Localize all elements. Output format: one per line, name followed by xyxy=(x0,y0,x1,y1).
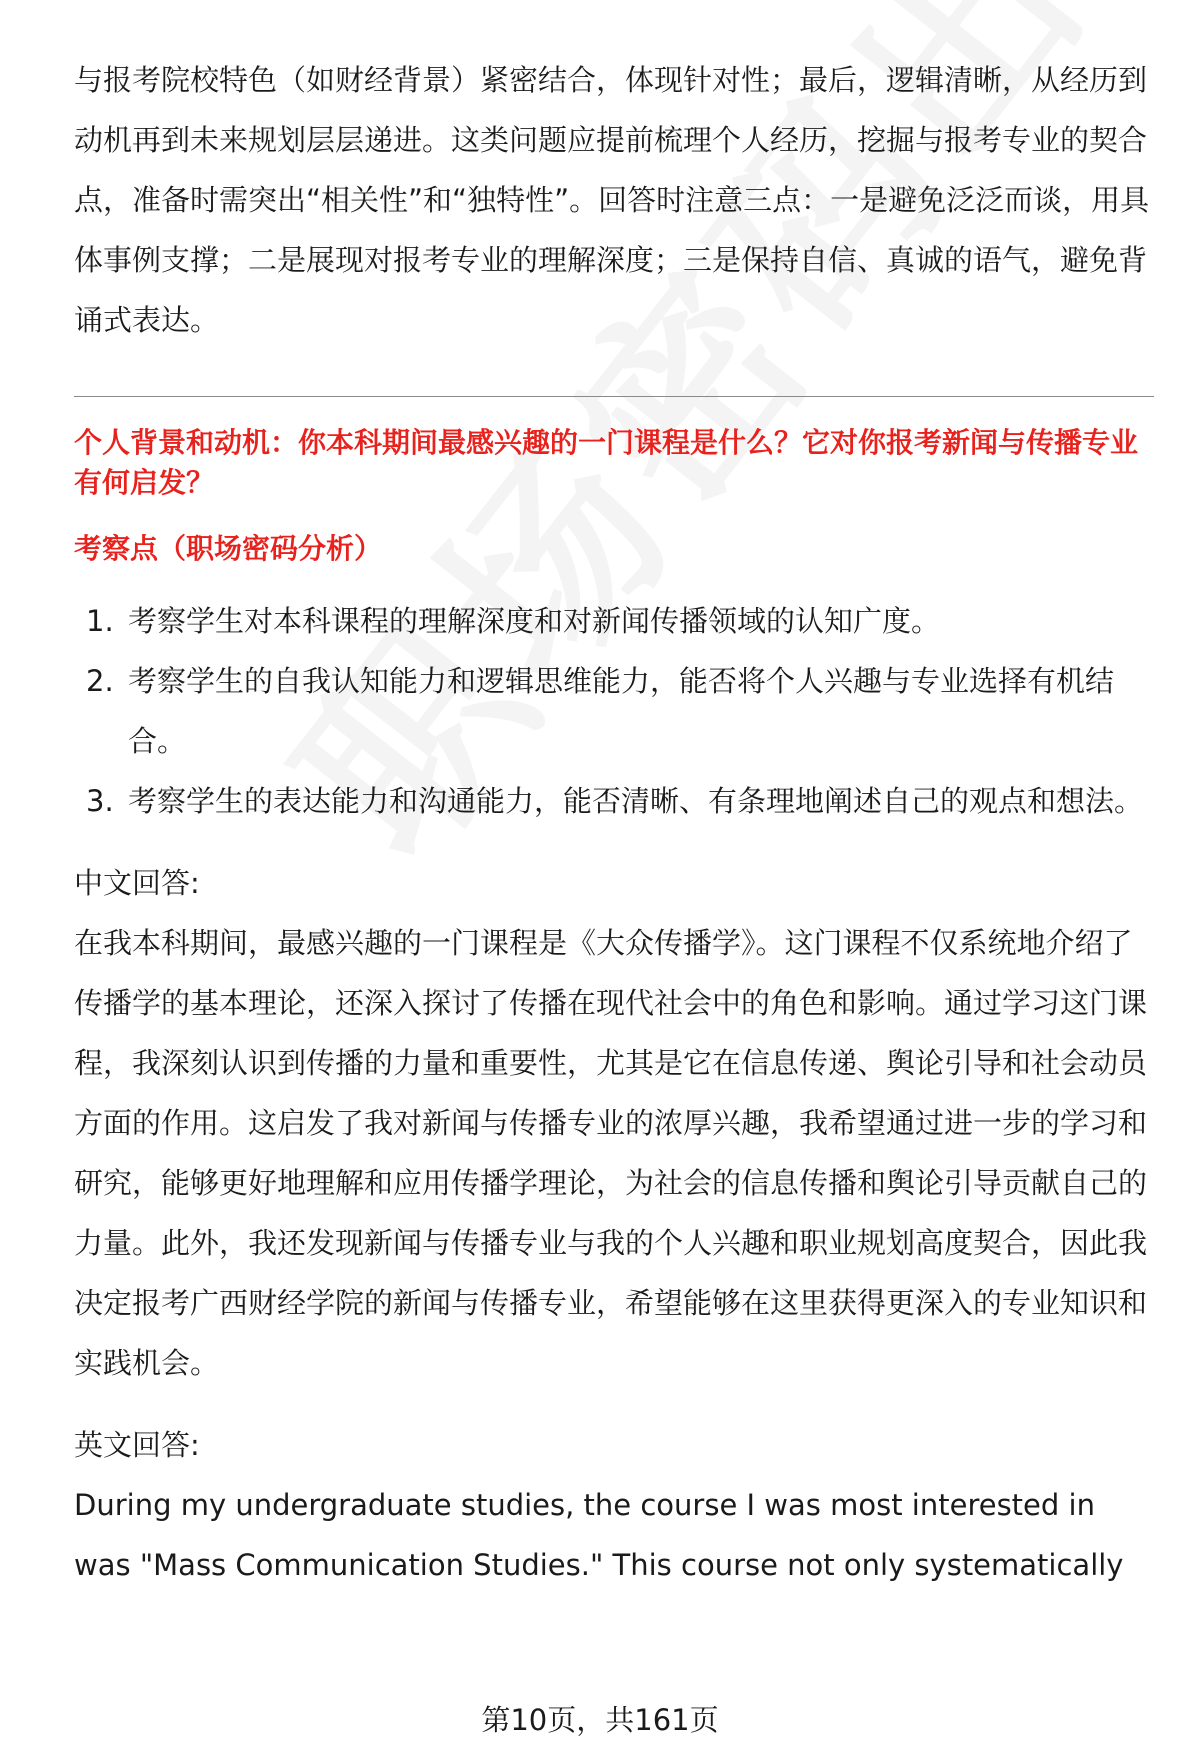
assessment-list xyxy=(74,591,1154,831)
list-text: 考察学生的表达能力和沟通能力，能否清晰、有条理地阐述自己的观点和想法。 xyxy=(128,784,1144,818)
question-heading: 个人背景和动机：你本科期间最感兴趣的一门课程是什么？它对你报考新闻与传播专业有何启发？ xyxy=(74,426,1139,499)
list-item xyxy=(74,771,1154,831)
english-answer-label: 英文回答: xyxy=(74,1428,200,1462)
assessment-heading: 考察点（职场密码分析） xyxy=(74,532,383,565)
list-text: 考察学生对本科课程的理解深度和对新闻传播领域的认知广度。 xyxy=(128,604,941,638)
list-item xyxy=(74,651,1154,771)
list-number: 3. xyxy=(86,784,114,818)
chinese-answer-label: 中文回答: xyxy=(74,866,200,900)
list-number: 2. xyxy=(86,664,114,698)
english-answer: During my undergraduate studies, the course I was most interested in was "Mass Communication Studies." This course not only systematically xyxy=(74,1488,1124,1582)
intro-paragraph: 与报考院校特色（如财经背景）紧密结合，体现针对性；最后，逻辑清晰，从经历到动机再到未来规划层层递进。这类问题应提前梳理个人经历，挖掘与报考专业的契合点，准备时需突出“相关性”和“独特性”。回答时注意三点：一是避免泛泛而谈，用具体事例支撑；二是展现对报考专业的理解深度；三是保持自信、真诚的语气，避免背诵式表达。 xyxy=(74,63,1150,337)
page-footer: 第10页，共161页 xyxy=(481,1703,719,1737)
page-content xyxy=(74,50,1154,1595)
list-number: 1. xyxy=(86,604,114,638)
section-divider xyxy=(74,396,1154,397)
chinese-answer: 在我本科期间，最感兴趣的一门课程是《大众传播学》。这门课程不仅系统地介绍了传播学的基本理论，还深入探讨了传播在现代社会中的角色和影响。通过学习这门课程，我深刻认识到传播的力量和重要性，尤其是它在信息传递、舆论引导和社会动员方面的作用。这启发了我对新闻与传播专业的浓厚兴趣，我希望通过进一步的学习和研究，能够更好地理解和应用传播学理论，为社会的信息传播和舆论引导贡献自己的力量。此外，我还发现新闻与传播专业与我的个人兴趣和职业规划高度契合，因此我决定报考广西财经学院的新闻与传播专业，希望能够在这里获得更深入的专业知识和实践机会。 xyxy=(74,926,1148,1380)
list-item xyxy=(74,591,1154,651)
list-text: 考察学生的自我认知能力和逻辑思维能力，能否将个人兴趣与专业选择有机结合。 xyxy=(128,664,1115,758)
